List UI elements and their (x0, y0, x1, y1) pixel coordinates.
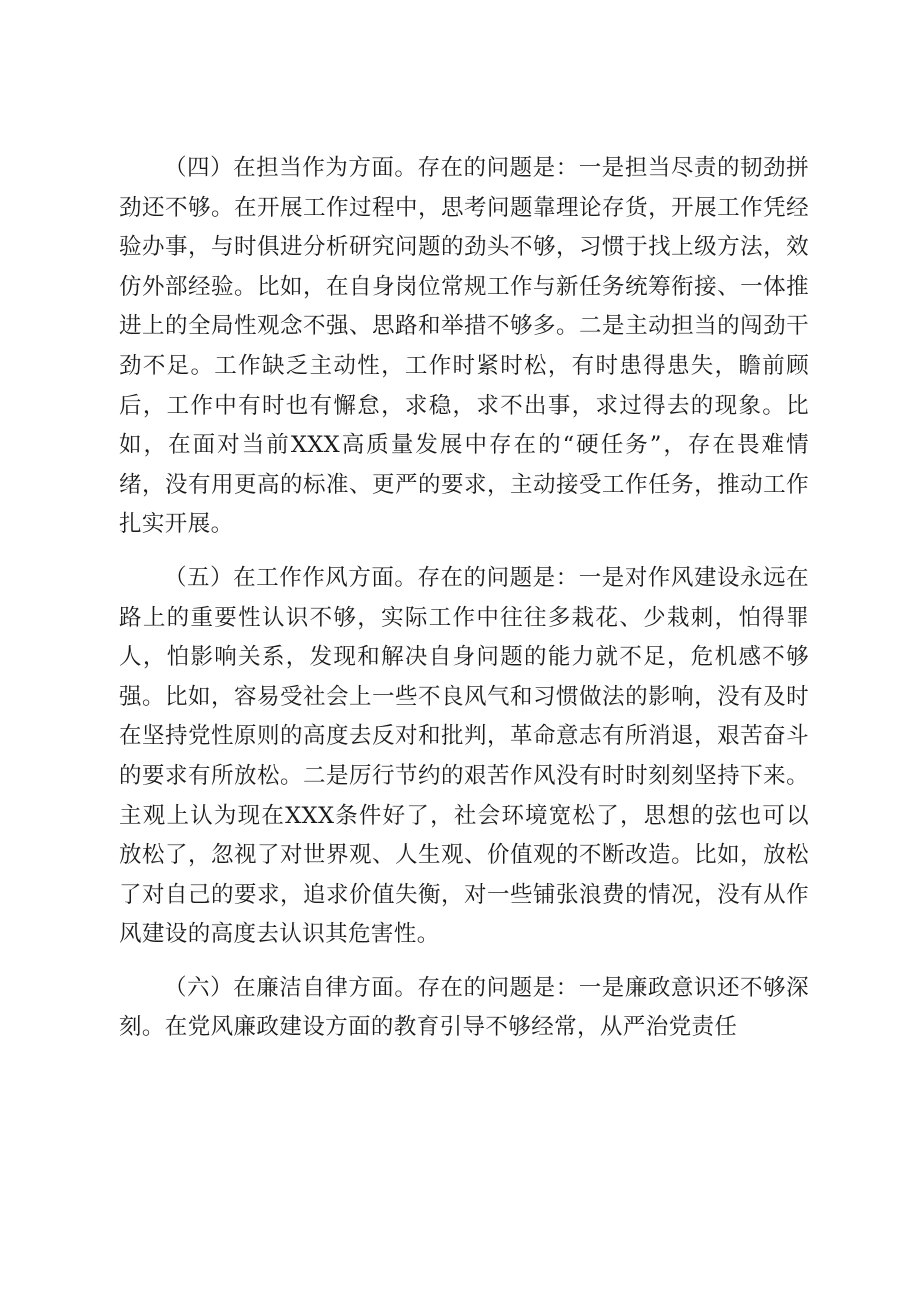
paragraph-text: 存在的问题是：一是对作风建设永远在路上的重要性认识不够，实际工作中往往多栽花、少栽刺，怕得罪人，怕影响关系，发现和解决自身问题的能力就不足，危机感不够强。比如，容易受社会上一些不良风气和习惯做法的影响，没有及时在坚持党性原则的高度去反对和批判，革命意志有所消退，艰苦奋斗的要求有所放松。二是厉行节约的艰苦作风没有时时刻刻坚持下来。主观上认为现在XXX条件好了，社会环境宽松了，思想的弦也可以放松了，忽视了对世界观、人生观、价值观的不断改造。比如，放松了对自己的要求，追求价值失衡，对一些铺张浪费的情况，没有从作风建设的高度去认识其危害性。 (119, 564, 809, 948)
paragraph-heading: （六）在廉洁自律方面。 (164, 974, 418, 1001)
paragraph-text: 存在的问题是：一是担当尽责的韧劲拼劲还不够。在开展工作过程中，思考问题靠理论存货，开展工作凭经验办事，与时俱进分析研究问题的劲头不够，习惯于找上级方法，效仿外部经验。比如，在自身岗位常规工作与新任务统筹衔接、一体推进上的全局性观念不强、思路和举措不够多。二是主动担当的闯劲干劲不足。工作缺乏主动性，工作时紧时松，有时患得患失，瞻前顾后，工作中有时也有懈怠，求稳，求不出事，求过得去的现象。比如，在面对当前XXX高质量发展中存在的“硬任务”，存在畏难情绪，没有用更高的标准、更严的要求，主动接受工作任务，推动工作扎实开展。 (119, 155, 809, 538)
paragraph-5-work-style (119, 559, 809, 955)
paragraph-heading: （五）在工作作风方面。 (164, 564, 418, 591)
document-body (119, 149, 809, 1062)
paragraph-4-responsibility (119, 149, 809, 545)
paragraph-text: 存在的问题是：一是廉政意识还不够深刻。在党风廉政建设方面的教育引导不够经常，从严治党责任 (119, 974, 809, 1041)
paragraph-6-integrity (119, 969, 809, 1048)
paragraph-heading: （四）在担当作为方面。 (164, 155, 418, 181)
